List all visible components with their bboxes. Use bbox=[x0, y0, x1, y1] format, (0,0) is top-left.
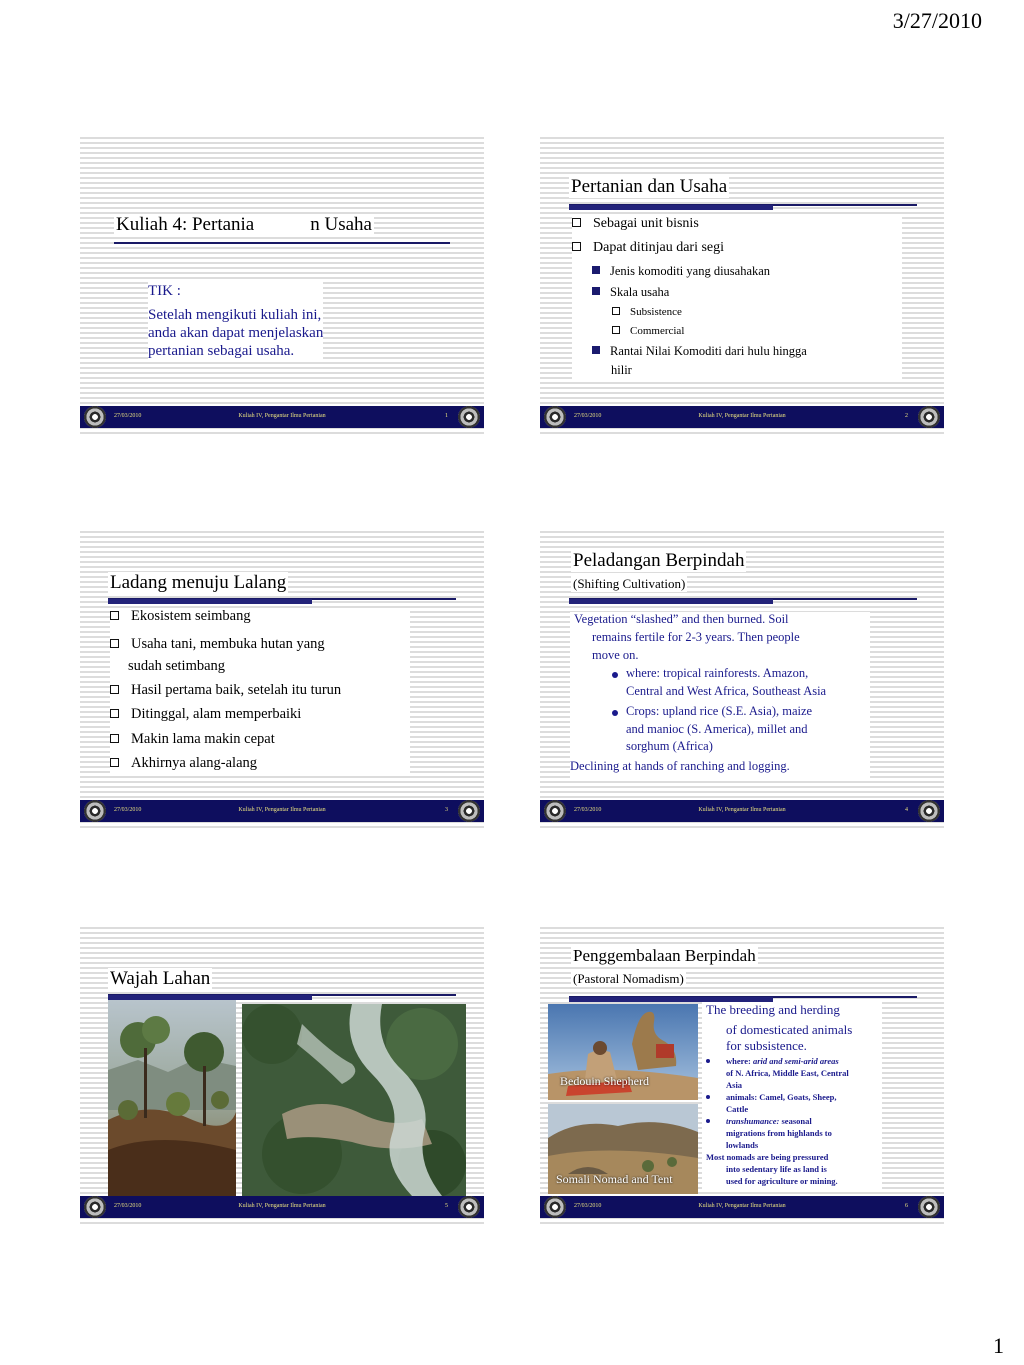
footer-date: 27/03/2010 bbox=[574, 807, 602, 813]
round-bullet-icon bbox=[706, 1119, 710, 1123]
body-line: lowlands bbox=[726, 1140, 759, 1150]
slide-1 bbox=[80, 134, 484, 436]
list-item-continuation: sudah setimbang bbox=[128, 658, 226, 674]
university-seal-icon bbox=[458, 406, 480, 428]
list-item: Skala usaha bbox=[610, 285, 670, 299]
hollow-square-bullet-icon bbox=[572, 242, 581, 251]
list-item: Akhirnya alang-alang bbox=[131, 755, 258, 771]
slide-body bbox=[110, 608, 410, 774]
hollow-square-bullet-icon bbox=[572, 218, 581, 227]
university-seal-icon bbox=[458, 800, 480, 822]
round-bullet-icon bbox=[612, 710, 618, 716]
slide-title bbox=[114, 214, 374, 236]
title-rule-accent bbox=[108, 599, 312, 604]
footer-course: Kuliah IV, Pengantar Ilmu Pertanian bbox=[238, 1203, 326, 1209]
slide-subtitle: (Shifting Cultivation) bbox=[573, 576, 686, 591]
slide-number: 5 bbox=[445, 1203, 448, 1209]
list-item: Hasil pertama baik, setelah itu turun bbox=[131, 682, 342, 698]
slide-title-part-1: Kuliah 4: Pertania bbox=[116, 214, 255, 235]
filled-square-bullet-icon bbox=[592, 287, 600, 295]
slide-footer bbox=[80, 800, 484, 822]
hollow-square-bullet-icon bbox=[110, 709, 119, 718]
slide-title: Pertanian dan Usaha bbox=[571, 176, 728, 197]
slide-title: Ladang menuju Lalang bbox=[110, 572, 287, 593]
university-seal-icon bbox=[918, 800, 940, 822]
slide-number: 6 bbox=[905, 1203, 908, 1209]
body-line-italic: transhumance: bbox=[726, 1116, 780, 1126]
body-line: Central and West Africa, Southeast Asia bbox=[626, 684, 827, 698]
hillside-forest-photo bbox=[108, 1000, 236, 1196]
body-line: Most nomads are being pressured bbox=[706, 1152, 829, 1162]
slide-footer bbox=[540, 406, 944, 428]
list-item-continuation: hilir bbox=[611, 363, 632, 377]
filled-square-bullet-icon bbox=[592, 266, 600, 274]
body-line: where: bbox=[726, 1056, 751, 1066]
slide-number: 3 bbox=[445, 807, 448, 813]
university-seal-icon bbox=[918, 406, 940, 428]
footer-course: Kuliah IV, Pengantar Ilmu Pertanian bbox=[698, 413, 786, 419]
list-item: Jenis komoditi yang diusahakan bbox=[610, 264, 771, 278]
slide-body bbox=[148, 282, 323, 360]
footer-course: Kuliah IV, Pengantar Ilmu Pertanian bbox=[238, 413, 326, 419]
slide-footer bbox=[540, 1196, 944, 1218]
body-line: migrations from highlands to bbox=[726, 1128, 832, 1138]
page-date: 3/27/2010 bbox=[892, 8, 982, 33]
hollow-square-bullet-icon bbox=[110, 685, 119, 694]
university-seal-icon bbox=[918, 1196, 940, 1218]
slide-5 bbox=[80, 924, 484, 1226]
footer-date: 27/03/2010 bbox=[114, 1203, 142, 1209]
list-item: Dapat ditinjau dari segi bbox=[593, 240, 725, 255]
slide-title: Penggembalaan Berpindah bbox=[573, 946, 756, 965]
body-line: used for agriculture or mining. bbox=[726, 1176, 838, 1186]
tik-label: TIK : bbox=[148, 283, 181, 299]
list-item: Subsistence bbox=[630, 306, 682, 318]
title-rule bbox=[114, 242, 450, 244]
list-item: Commercial bbox=[630, 325, 685, 337]
list-item: Makin lama makin cepat bbox=[131, 731, 275, 747]
body-line: remains fertile for 2-3 years. Then people bbox=[592, 630, 800, 644]
body-line: move on. bbox=[592, 648, 639, 662]
slide-body bbox=[572, 216, 902, 382]
forest-burning-aerial-photo bbox=[242, 1004, 466, 1196]
list-item: Ditinggal, alam memperbaiki bbox=[131, 706, 302, 722]
body-line: pertanian sebagai usaha. bbox=[148, 343, 295, 359]
footer-date: 27/03/2010 bbox=[574, 413, 602, 419]
slide-6 bbox=[540, 924, 944, 1226]
hollow-square-bullet-icon bbox=[612, 307, 620, 315]
body-line: Asia bbox=[726, 1080, 743, 1090]
photo-caption: Bedouin Shepherd bbox=[560, 1074, 649, 1088]
title-rule-accent bbox=[569, 599, 773, 604]
body-line: animals: Camel, Goats, Sheep, bbox=[726, 1092, 837, 1102]
footer-course: Kuliah IV, Pengantar Ilmu Pertanian bbox=[698, 1203, 786, 1209]
hollow-square-bullet-icon bbox=[110, 611, 119, 620]
body-line: Vegetation “slashed” and then burned. Soil bbox=[574, 612, 789, 626]
footer-course: Kuliah IV, Pengantar Ilmu Pertanian bbox=[238, 807, 326, 813]
body-line: Crops: upland rice (S.E. Asia), maize bbox=[626, 704, 813, 718]
body-line: seasonal bbox=[781, 1116, 812, 1126]
slide-footer bbox=[540, 800, 944, 822]
slide-4 bbox=[540, 528, 944, 830]
body-line: Cattle bbox=[726, 1104, 749, 1114]
body-line: of domesticated animals bbox=[726, 1022, 853, 1037]
slide-footer bbox=[80, 1196, 484, 1218]
body-line-italic: arid and semi-arid areas bbox=[753, 1056, 839, 1066]
slide-2 bbox=[540, 134, 944, 436]
slide-title-part-2: n Usaha bbox=[310, 214, 372, 235]
footer-date: 27/03/2010 bbox=[114, 413, 142, 419]
body-line: of N. Africa, Middle East, Central bbox=[726, 1068, 849, 1078]
body-line: Declining at hands of ranching and logging. bbox=[570, 759, 790, 773]
slide-subtitle: (Pastoral Nomadism) bbox=[573, 971, 684, 986]
slide-number: 2 bbox=[905, 413, 908, 419]
slide-number: 1 bbox=[445, 413, 448, 419]
round-bullet-icon bbox=[706, 1059, 710, 1063]
page-number: 1 bbox=[993, 1333, 1004, 1358]
footer-date: 27/03/2010 bbox=[114, 807, 142, 813]
list-item: Rantai Nilai Komoditi dari hulu hingga bbox=[610, 344, 807, 358]
body-line: where: tropical rainforests. Amazon, bbox=[626, 666, 809, 680]
slide-body bbox=[570, 612, 870, 778]
title-rule-accent bbox=[569, 205, 773, 210]
footer-date: 27/03/2010 bbox=[574, 1203, 602, 1209]
footer-course: Kuliah IV, Pengantar Ilmu Pertanian bbox=[698, 807, 786, 813]
university-seal-icon bbox=[458, 1196, 480, 1218]
body-line: for subsistence. bbox=[726, 1038, 807, 1053]
list-item: Ekosistem seimbang bbox=[131, 608, 251, 624]
list-item: Sebagai unit bisnis bbox=[593, 216, 699, 231]
hollow-square-bullet-icon bbox=[110, 734, 119, 743]
body-line: into sedentary life as land is bbox=[726, 1164, 827, 1174]
round-bullet-icon bbox=[612, 672, 618, 678]
slide-title: Wajah Lahan bbox=[110, 968, 211, 989]
hollow-square-bullet-icon bbox=[110, 758, 119, 767]
round-bullet-icon bbox=[706, 1095, 710, 1099]
body-line: Setelah mengikuti kuliah ini, bbox=[148, 307, 322, 323]
slide-body bbox=[702, 1002, 882, 1190]
filled-square-bullet-icon bbox=[592, 346, 600, 354]
slide-title: Peladangan Berpindah bbox=[573, 550, 745, 571]
slide-footer bbox=[80, 406, 484, 428]
body-line: anda akan dapat menjelaskan bbox=[148, 325, 324, 341]
body-line: and manioc (S. America), millet and bbox=[626, 722, 808, 736]
photo-caption: Somali Nomad and Tent bbox=[556, 1172, 673, 1186]
slide-3 bbox=[80, 528, 484, 830]
body-line: The breeding and herding bbox=[706, 1002, 840, 1017]
hollow-square-bullet-icon bbox=[110, 639, 119, 648]
hollow-square-bullet-icon bbox=[612, 326, 620, 334]
slide-number: 4 bbox=[905, 807, 908, 813]
body-line: sorghum (Africa) bbox=[626, 739, 713, 753]
list-item: Usaha tani, membuka hutan yang bbox=[131, 636, 325, 652]
